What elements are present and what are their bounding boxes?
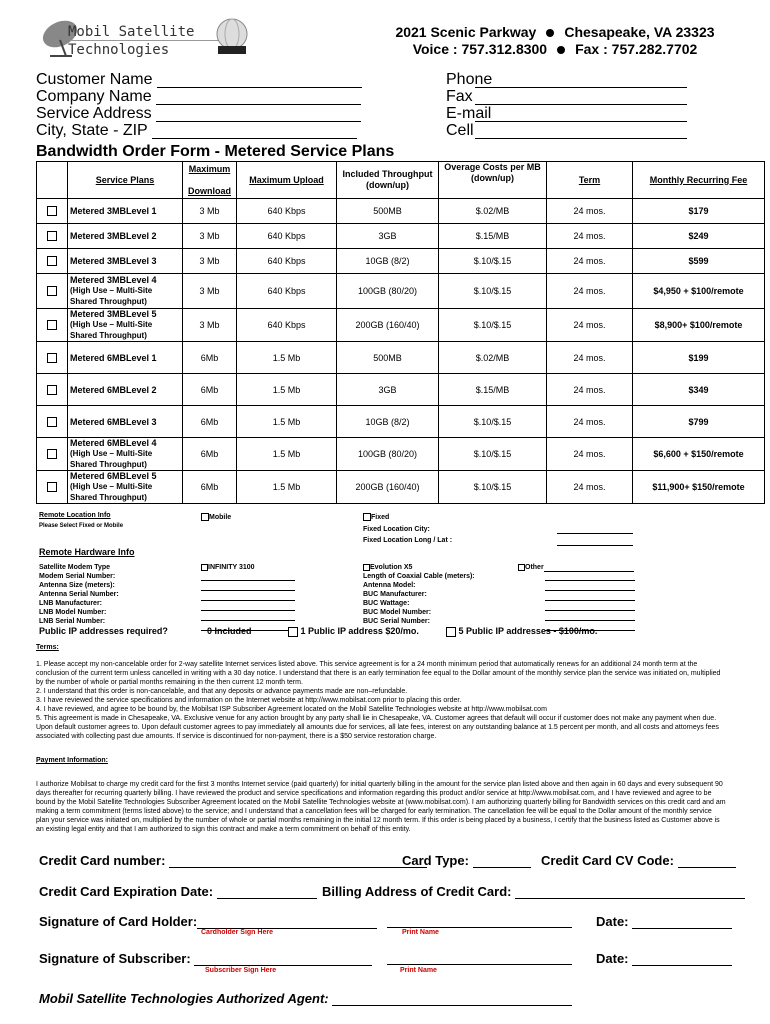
- field-label: Service Address: [36, 105, 152, 122]
- hardware-label: Modem Serial Number:: [39, 573, 116, 580]
- hardware-label: LNB Serial Number:: [39, 618, 106, 625]
- hardware-label: BUC Manufacturer:: [363, 591, 427, 598]
- select-cell: [37, 199, 68, 224]
- term-cell: 24 mos.: [547, 438, 633, 471]
- select-cell: [37, 406, 68, 438]
- hardware-field[interactable]: [201, 572, 295, 581]
- upload-cell: 1.5 Mb: [237, 406, 337, 438]
- overage-cell: $.10/$.15: [439, 406, 547, 438]
- hardware-label: LNB Manufacturer:: [39, 600, 103, 607]
- plan-note: (High Use – Multi-Site: [70, 320, 153, 329]
- sig-subscriber-field[interactable]: [194, 953, 372, 966]
- hardware-field[interactable]: [201, 602, 295, 611]
- authorized-agent-field[interactable]: [332, 993, 572, 1006]
- upload-cell: 1.5 Mb: [237, 374, 337, 406]
- throughput-cell: 200GB (160/40): [337, 471, 439, 504]
- phone-field[interactable]: [475, 73, 687, 88]
- hardware-label: Antenna Model:: [363, 582, 416, 589]
- plan-checkbox[interactable]: [47, 256, 57, 266]
- hardware-label: Antenna Serial Number:: [39, 591, 119, 598]
- field-label: Cell: [446, 122, 474, 139]
- card-type-label: Card Type:: [402, 853, 469, 868]
- hardware-label: LNB Model Number:: [39, 609, 107, 616]
- payment-title: Payment Information:: [36, 757, 108, 764]
- billing-address-label: Billing Address of Credit Card:: [322, 884, 512, 899]
- plan-checkbox[interactable]: [47, 353, 57, 363]
- bullet-icon: [557, 46, 565, 54]
- public-ip-option-1: 1 Public IP address $20/mo.: [300, 626, 419, 636]
- select-cell: [37, 438, 68, 471]
- overage-cell: $.10/$.15: [439, 309, 547, 342]
- term-cell: 24 mos.: [547, 199, 633, 224]
- select-cell: [37, 471, 68, 504]
- throughput-cell: 500MB: [337, 199, 439, 224]
- field-label: Phone: [446, 71, 493, 88]
- plan-cell: [68, 249, 183, 274]
- upload-cell: 1.5 Mb: [237, 438, 337, 471]
- plan-name: Metered 6MBLevel 5: [70, 471, 157, 481]
- cv-code-field[interactable]: [678, 855, 736, 868]
- other-field[interactable]: [544, 564, 634, 572]
- download-cell: 6Mb: [183, 342, 237, 374]
- upload-cell: 1.5 Mb: [237, 342, 337, 374]
- header-select: [37, 162, 68, 199]
- plan-note: Shared Throughput): [70, 331, 147, 340]
- field-label: Company Name: [36, 88, 152, 105]
- upload-cell: 640 Kbps: [237, 249, 337, 274]
- fixed-city-label: Fixed Location City:: [363, 526, 430, 533]
- public-ip-question: Public IP addresses required?: [39, 626, 168, 636]
- overage-cell: $.15/MB: [439, 374, 547, 406]
- card-type-field[interactable]: [473, 855, 531, 868]
- hardware-label: Antenna Size (meters):: [39, 582, 115, 589]
- plan-checkbox[interactable]: [47, 449, 57, 459]
- voice-number: Voice : 757.312.8300: [412, 41, 548, 57]
- throughput-cell: 3GB: [337, 224, 439, 249]
- plan-checkbox[interactable]: [47, 482, 57, 492]
- throughput-cell: 100GB (80/20): [337, 438, 439, 471]
- header-service-plans: Service Plans: [68, 162, 183, 199]
- select-cell: [37, 249, 68, 274]
- plan-checkbox[interactable]: [47, 417, 57, 427]
- cv-code-label: Credit Card CV Code:: [541, 853, 674, 868]
- mobile-checkbox[interactable]: [201, 513, 209, 521]
- plan-name: Metered 6MBLevel 2: [70, 384, 157, 395]
- cc-number-field[interactable]: [169, 855, 427, 868]
- fee-cell: $4,950 + $100/remote: [633, 274, 765, 309]
- upload-cell: 640 Kbps: [237, 199, 337, 224]
- term-cell: 24 mos.: [547, 224, 633, 249]
- overage-cell: $.10/$.15: [439, 471, 547, 504]
- throughput-cell: 10GB (8/2): [337, 249, 439, 274]
- infinity-label: INFINITY 3100: [208, 564, 255, 571]
- plan-name: Metered 3MBLevel 1: [70, 206, 157, 216]
- terms-title: Terms:: [36, 644, 59, 651]
- company-phone: [370, 41, 740, 57]
- table-row: [37, 249, 765, 274]
- subscriber-print-name-label: Print Name: [400, 967, 437, 974]
- expiration-field[interactable]: [217, 886, 317, 899]
- date-field-2[interactable]: [632, 953, 732, 966]
- remote-location-title: Remote Location Info: [39, 512, 111, 519]
- plan-cell: [68, 471, 183, 504]
- plan-cell: [68, 438, 183, 471]
- hardware-label: Length of Coaxial Cable (meters):: [363, 573, 475, 580]
- evolution-label: Evolution X5: [370, 564, 413, 571]
- expiration-label: Credit Card Expiration Date:: [39, 884, 214, 899]
- overage-cell: $.10/$.15: [439, 249, 547, 274]
- authorized-agent-label: Mobil Satellite Technologies Authorized Agent:: [39, 991, 329, 1006]
- throughput-cell: 10GB (8/2): [337, 406, 439, 438]
- throughput-cell: 500MB: [337, 342, 439, 374]
- plan-note: (High Use – Multi-Site: [70, 449, 153, 458]
- table-header-row: [37, 162, 765, 199]
- public-ip-option-0: 0 Included: [207, 626, 252, 636]
- terms-body: [36, 660, 726, 741]
- fixed-longlat-label: Fixed Location Long / Lat :: [363, 537, 453, 544]
- form-title: Bandwidth Order Form - Metered Service Plans: [36, 143, 395, 160]
- plan-note: Shared Throughput): [70, 460, 147, 469]
- plan-name: Metered 6MBLevel 1: [70, 352, 157, 363]
- download-cell: 3 Mb: [183, 274, 237, 309]
- fee-cell: $6,600 + $150/remote: [633, 438, 765, 471]
- select-cell: [37, 274, 68, 309]
- plan-note: (High Use – Multi-Site: [70, 482, 153, 491]
- upload-cell: 1.5 Mb: [237, 471, 337, 504]
- plan-name: Metered 3MBLevel 5: [70, 309, 157, 319]
- terms-item: 3. I have reviewed the service specifications and information on the Internet website at http://www.mobilsat.com prior to placing this order.: [36, 697, 462, 704]
- download-cell: 3 Mb: [183, 199, 237, 224]
- overage-cell: $.10/$.15: [439, 274, 547, 309]
- download-cell: 6Mb: [183, 471, 237, 504]
- customer-info-right: [446, 71, 687, 139]
- date-field-1[interactable]: [632, 916, 732, 929]
- terms-item: 4. I have reviewed, and agree to be bound by, the Mobilsat ISP Subscriber Agreement located on the Mobil Satellite Technologies website at http://www.mobilsat.com: [36, 706, 547, 713]
- table-row: [37, 471, 765, 504]
- table-row: [37, 342, 765, 374]
- sig-holder-field[interactable]: [197, 916, 377, 929]
- cell-field[interactable]: [475, 124, 687, 139]
- customer-name-field[interactable]: [157, 73, 362, 88]
- header-term: Term: [547, 162, 633, 199]
- company-name-field[interactable]: [156, 90, 361, 105]
- fixed-longlat-field[interactable]: [557, 536, 633, 546]
- field-label: City, State - ZIP: [36, 122, 148, 139]
- term-cell: 24 mos.: [547, 406, 633, 438]
- header-max-download: Maximum Download: [183, 162, 237, 199]
- logo-line-1: Mobil Satellite: [68, 24, 195, 40]
- table-row: [37, 309, 765, 342]
- mobile-label: Mobile: [209, 514, 232, 521]
- term-cell: 24 mos.: [547, 274, 633, 309]
- fee-cell: $179: [633, 199, 765, 224]
- header-monthly-fee: Monthly Recurring Fee: [633, 162, 765, 199]
- field-label: Customer Name: [36, 71, 153, 88]
- field-label: E-mail: [446, 105, 492, 122]
- fax-number: Fax : 757.282.7702: [575, 41, 698, 57]
- subscriber-print-name-field[interactable]: [387, 952, 572, 965]
- date-label-1: Date:: [596, 914, 629, 929]
- terms-item: 2. I understand that this order is non-cancelable, and that any deposits or advance payments made are non–refundable.: [36, 688, 408, 695]
- service-address-field[interactable]: [156, 107, 361, 122]
- hardware-label: BUC Serial Number:: [363, 618, 430, 625]
- hardware-field[interactable]: [545, 612, 635, 621]
- throughput-cell: 100GB (80/20): [337, 274, 439, 309]
- table-row: [37, 438, 765, 471]
- city-state-zip-field[interactable]: [152, 124, 357, 139]
- fee-cell: $199: [633, 342, 765, 374]
- cardholder-sign-here: Cardholder Sign Here: [201, 929, 273, 936]
- subscriber-sign-here: Subscriber Sign Here: [205, 967, 277, 974]
- plan-note: Shared Throughput): [70, 493, 147, 502]
- hardware-label: Satellite Modem Type: [39, 564, 111, 571]
- hardware-field[interactable]: [201, 612, 295, 621]
- hardware-field[interactable]: [545, 572, 635, 581]
- overage-cell: $.02/MB: [439, 342, 547, 374]
- select-cell: [37, 224, 68, 249]
- select-cell: [37, 342, 68, 374]
- header-throughput: Included Throughput (down/up): [337, 162, 439, 199]
- address-street: 2021 Scenic Parkway: [395, 24, 537, 40]
- field-label: Fax: [446, 88, 473, 105]
- fee-cell: $799: [633, 406, 765, 438]
- fee-cell: $349: [633, 374, 765, 406]
- plan-checkbox[interactable]: [47, 320, 57, 330]
- select-cell: [37, 309, 68, 342]
- evolution-checkbox[interactable]: [363, 564, 370, 571]
- plan-cell: [68, 342, 183, 374]
- terms-item: 1. Please accept my non-cancelable order for 2-way satellite Internet services listed above. This service agreement is for a 24 month minimum period that automatically renews for an additional 24 month term at the conclusion of the current term unless cancelled in writing with a 30 day notice. I understand that there is an early termination fee equal to the Dollar amount of the monthly service plan the service was initiated on, multiplied by the number of whole or partial months remaining in the then current 12 month term.: [36, 661, 721, 686]
- public-ip-option-5: 5 Public IP addresses - $100/mo.: [458, 626, 598, 636]
- remote-hardware-title: Remote Hardware Info: [39, 547, 135, 557]
- sig-holder-label: Signature of Card Holder:: [39, 914, 198, 929]
- sig-subscriber-label: Signature of Subscriber:: [39, 951, 191, 966]
- fixed-label: Fixed: [371, 514, 390, 521]
- overage-cell: $.02/MB: [439, 199, 547, 224]
- holder-print-name-field[interactable]: [387, 915, 572, 928]
- company-address: [370, 24, 740, 40]
- plan-note: Shared Throughput): [70, 297, 147, 306]
- plan-checkbox[interactable]: [47, 231, 57, 241]
- upload-cell: 640 Kbps: [237, 274, 337, 309]
- hardware-left-labels: [39, 563, 119, 626]
- fax-field[interactable]: [475, 90, 687, 105]
- table-row: [37, 374, 765, 406]
- hardware-field[interactable]: [545, 602, 635, 611]
- header-max-upload: Maximum Upload: [237, 162, 337, 199]
- upload-cell: 640 Kbps: [237, 224, 337, 249]
- fee-cell: $8,900+ $100/remote: [633, 309, 765, 342]
- customer-info-left: [36, 71, 362, 139]
- plan-checkbox[interactable]: [47, 206, 57, 216]
- hardware-field[interactable]: [545, 582, 635, 591]
- globe-icon: [212, 16, 252, 56]
- bullet-icon: [546, 29, 554, 37]
- throughput-cell: 3GB: [337, 374, 439, 406]
- download-cell: 6Mb: [183, 406, 237, 438]
- hardware-field[interactable]: [545, 592, 635, 601]
- upload-cell: 640 Kbps: [237, 309, 337, 342]
- hardware-field[interactable]: [201, 592, 295, 601]
- hardware-label: BUC Wattage:: [363, 600, 410, 607]
- hardware-right-labels: [363, 572, 475, 626]
- infinity-checkbox[interactable]: [201, 564, 208, 571]
- plans-table: [36, 161, 765, 504]
- term-cell: 24 mos.: [547, 471, 633, 504]
- holder-print-name-label: Print Name: [402, 929, 439, 936]
- term-cell: 24 mos.: [547, 374, 633, 406]
- download-cell: 6Mb: [183, 438, 237, 471]
- table-row: [37, 274, 765, 309]
- header-overage: Overage Costs per MB (down/up): [439, 162, 547, 199]
- table-row: [37, 406, 765, 438]
- other-label: Other: [525, 564, 544, 571]
- plan-name: Metered 3MBLevel 3: [70, 256, 157, 266]
- billing-address-field[interactable]: [515, 886, 745, 899]
- cc-number-label: Credit Card number:: [39, 853, 166, 868]
- date-label-2: Date:: [596, 951, 629, 966]
- select-cell: [37, 374, 68, 406]
- overage-cell: $.15/MB: [439, 224, 547, 249]
- plan-cell: [68, 224, 183, 249]
- address-city: Chesapeake, VA 23323: [564, 24, 715, 40]
- term-cell: 24 mos.: [547, 249, 633, 274]
- company-logo: [40, 14, 230, 64]
- fee-cell: $11,900+ $150/remote: [633, 471, 765, 504]
- email-field[interactable]: [475, 107, 687, 122]
- table-row: [37, 224, 765, 249]
- plan-checkbox[interactable]: [47, 286, 57, 296]
- overage-cell: $.10/$.15: [439, 438, 547, 471]
- payment-text: I authorize Mobilsat to charge my credit card for the first 3 months Internet service (paid quarterly) for initial quarterly billing in the amount for the service plan listed above and then again in 60 days and every subsequent 90 days thereafter for recurring quarterly billing. I have reviewed the product and service specifications and information regarding this product and/or service at http://www.mobilsat.com, and I have reviewed and agree to be bound by the Mobil Satellite Technologies Subscriber Agreement located on the Mobil Satellite Technologies website at (www.mobilsat.com). I am authorizing quarterly billing for Bandwidth services on this credit card and am making a term commitment (terms listed above) to the service; and I understand that a cancellation fees will be charged for early termination. The cancellation fee will be equal to the Dollar amount of the monthly service plan your service was initiated on, multiplied by the number of whole or partial months remaining in the initial 12 month term. If this order is being placed by a business, I certify that the business listed as Customer above is an existing legal entity and that I am authorized to sign this contract and make a term commitment on behalf of this entity.: [36, 781, 726, 833]
- other-checkbox[interactable]: [518, 564, 525, 571]
- fee-cell: $249: [633, 224, 765, 249]
- remote-location-note: Please Select Fixed or Mobile: [39, 523, 124, 529]
- fixed-checkbox[interactable]: [363, 513, 371, 521]
- plan-name: Metered 3MBLevel 2: [70, 231, 157, 241]
- table-row: [37, 199, 765, 224]
- throughput-cell: 200GB (160/40): [337, 309, 439, 342]
- public-ip-5-checkbox[interactable]: [446, 627, 456, 637]
- plan-cell: [68, 374, 183, 406]
- public-ip-1-checkbox[interactable]: [288, 627, 298, 637]
- plan-checkbox[interactable]: [47, 385, 57, 395]
- plan-cell: [68, 406, 183, 438]
- plan-name: Metered 6MBLevel 4: [70, 438, 157, 448]
- hardware-label: BUC Model Number:: [363, 609, 432, 616]
- download-cell: 6Mb: [183, 374, 237, 406]
- plan-cell: [68, 309, 183, 342]
- fee-cell: $599: [633, 249, 765, 274]
- terms-item: 5. This agreement is made in Chesapeake, VA. Exclusive venue for any action brought by any party shall lie in Chesapeake, VA. Customer agrees that default will occur if customer does not make any payment when due. Upon default customer agrees to. Upon default customer agrees to pay immediately all amounts due for services, all late fees, interest on any outstanding balance at 1.5 percent per month, and all costs and attorneys fees associated with collecting past due amounts. If service is discontinued for non-payment, there is a $50 service restoration charge.: [36, 715, 719, 740]
- fixed-city-field[interactable]: [557, 524, 633, 534]
- term-cell: 24 mos.: [547, 309, 633, 342]
- download-cell: 3 Mb: [183, 224, 237, 249]
- term-cell: 24 mos.: [547, 342, 633, 374]
- plan-name: Metered 6MBLevel 3: [70, 416, 157, 427]
- plan-note: (High Use – Multi-Site: [70, 286, 153, 295]
- download-cell: 3 Mb: [183, 309, 237, 342]
- plan-cell: [68, 274, 183, 309]
- plan-name: Metered 3MBLevel 4: [70, 275, 157, 285]
- logo-line-2: Technologies: [68, 42, 170, 58]
- plan-cell: [68, 199, 183, 224]
- download-cell: 3 Mb: [183, 249, 237, 274]
- hardware-field[interactable]: [201, 582, 295, 591]
